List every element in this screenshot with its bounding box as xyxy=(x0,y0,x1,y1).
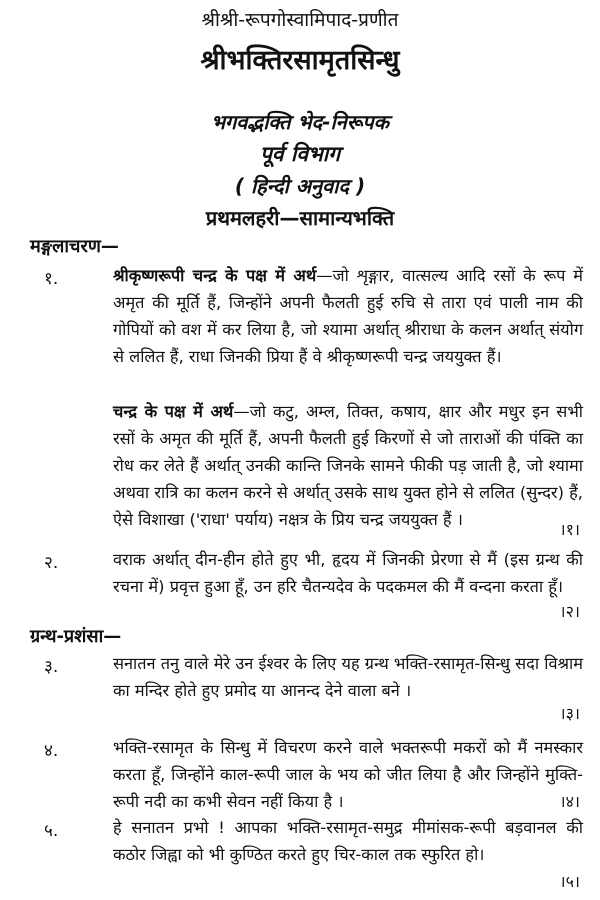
verse-3-text: सनातन तनु वाले मेरे उन ईश्वर के लिए यह ग्रन्थ भक्ति-रसामृत-सिन्धु सदा विश्राम का मन्दिर होते हुए प्रमोद या आनन्द देने वाला बने । xyxy=(113,654,583,700)
verse-5-text: हे सनातन प्रभो ! आपका भक्ति-रसामृत-समुद्र मीमांसक-रूपी बड़वानल की कठोर जिह्वा को भी कुण्ठित करते हुए चिर-काल तक स्फुरित हो। xyxy=(113,818,583,864)
verse-number: ५. xyxy=(44,821,59,841)
verse-1-part-1 xyxy=(113,262,583,370)
verse-number: ३. xyxy=(44,657,59,677)
verse-2-text: वराक अर्थात् दीन-हीन होते हुए भी, हृदय में जिनकी प्रेरणा से मैं (इस ग्रन्थ की रचना में) प्रवृत्त हुआ हूँ, उन हरि चैतन्यदेव के पदकमल की मैं वन्दना करता हूँ। xyxy=(113,550,583,596)
attribution-line: श्रीश्री-रूपगोस्वामिपाद-प्रणीत xyxy=(201,9,399,31)
verse-number: ४. xyxy=(44,741,59,761)
translation-note: ( हिन्दी अनुवाद ) xyxy=(234,174,366,198)
verse-number: १. xyxy=(44,269,59,289)
verse-1-part-2 xyxy=(113,398,583,533)
verse-1-lead-1: श्रीकृष्णरूपी चन्द्र के पक्ष में अर्थ xyxy=(113,266,317,285)
book-title: श्रीभक्तिरसामृतसिन्धु xyxy=(200,45,400,76)
verse-mark: ।५। xyxy=(559,872,580,891)
section-heading-mangalacharan: मङ्गलाचरण— xyxy=(30,236,119,257)
verse-1-text-2: —जो कटु, अम्ल, तिक्त, कषाय, क्षार और मधुर इन सभी रसों के अमृत की मूर्ति हैं, अपनी फैलती हुई किरणों से जो ताराओं की पंक्ति का रोध कर लेते हैं अर्थात् उनकी कान्ति जिनके सामने फीकी पड़ जाती है, जो श्यामा अथवा रात्रि का कलन करने से अर्थात् उसके साथ युक्त होने से ललित (सुन्दर) हैं, ऐसे विशाखा ('राधा' पर्याय) नक्षत्र के प्रिय चन्द्र जययुक्त हैं । xyxy=(113,402,583,529)
part-heading: पूर्व विभाग xyxy=(259,142,341,166)
verse-mark: ।३। xyxy=(559,704,580,723)
book-subtitle: भगवद्भक्ति भेद-निरूपक xyxy=(210,110,389,134)
verse-number: २. xyxy=(44,553,59,573)
verse-1-lead-2: चन्द्र के पक्ष में अर्थ xyxy=(113,402,234,421)
chapter-heading: प्रथमलहरी—सामान्यभक्ति xyxy=(205,206,395,230)
verse-mark: ।१। xyxy=(559,520,580,539)
verse-1-text-1: —जो शृङ्गार, वात्सल्य आदि रसों के रूप में अमृत की मूर्ति हैं, जिन्होंने अपनी फैलती हुई रुचि से तारा एवं पाली नाम की गोपियों को वश में कर लिया है, जो श्यामा अर्थात् श्रीराधा के कलन अर्थात् संयोग से ललित हैं, राधा जिनकी प्रिया हैं वे श्रीकृष्णरूपी चन्द्र जययुक्त हैं। xyxy=(113,266,583,366)
verse-4-text: भक्ति-रसामृत के सिन्धु में विचरण करने वाले भक्तरूपी मकरों को मैं नमस्कार करता हूँ, जिन्होंने काल-रूपी जाल के भय को जीत लिया है और जिन्होंने मुक्ति-रूपी नदी का कभी सेवन नहीं किया है । xyxy=(113,738,583,811)
verse-mark: ।२। xyxy=(559,602,580,621)
section-heading-granth-prashansa: ग्रन्थ-प्रशंसा— xyxy=(30,626,122,647)
verse-mark: ।४। xyxy=(559,792,580,811)
